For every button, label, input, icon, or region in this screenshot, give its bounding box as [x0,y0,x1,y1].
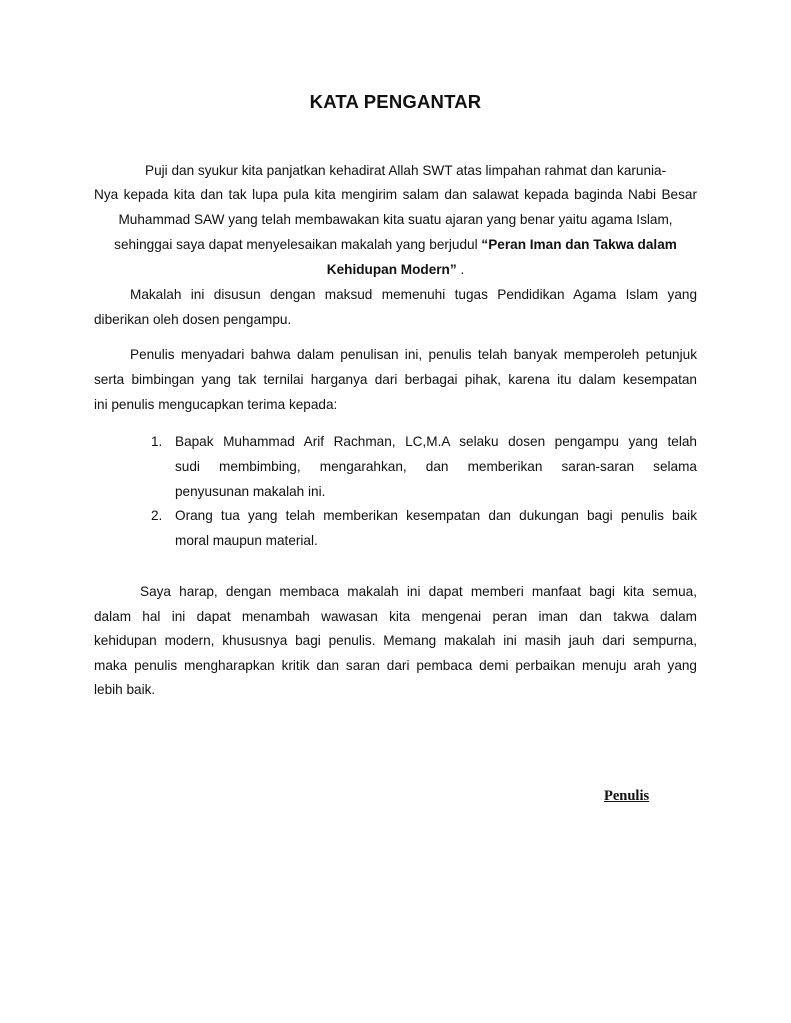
p3-line-3: ini penulis mengucapkan terima kepada: [94,397,338,412]
p1-line-4-text: sehinggai saya dapat menyelesaikan makalah yang berjudul [114,237,482,252]
p1-line-5 [94,262,697,277]
p4-line-1: Saya harap, dengan membaca makalah ini dapat memberi manfaat bagi kita semua, [140,584,697,599]
list-number-1: 1. [151,434,163,449]
p3-line-2: serta bimbingan yang tak ternilai harganya dari berbagai pihak, karena itu dalam kesempatan [94,372,697,387]
p1-line-2: Nya kepada kita dan tak lupa pula kita mengirim salam dan salawat kepada baginda Nabi Besar [94,187,697,202]
p2-line-2: diberikan oleh dosen pengampu. [94,312,292,327]
p1-line-1: Puji dan syukur kita panjatkan kehadirat Allah SWT atas limpahan rahmat dan karunia- [145,163,667,178]
p4-line-3: kehidupan modern, khususnya bagi penulis. Memang makalah ini masih jauh dari sempurna, [94,633,697,648]
list-item-1-line-1: Bapak Muhammad Arif Rachman, LC,M.A selaku dosen pengampu yang telah [175,434,697,449]
paper-title-part1: “Peran Iman dan Takwa dalam [481,237,677,252]
p1-end-punct: . [456,262,465,277]
list-number-2: 2. [151,508,163,523]
list-item-2-line-2: moral maupun material. [175,533,318,548]
list-item-1-line-2: sudi membimbing, mengarahkan, dan memberikan saran-saran selama [175,459,697,474]
signature: Penulis [604,788,650,804]
page-title: KATA PENGANTAR [309,91,482,112]
p1-line-4 [94,237,697,252]
p4-line-4: maka penulis mengharapkan kritik dan saran dari pembaca demi perbaikan menuju arah yang [94,658,697,673]
p3-line-1: Penulis menyadari bahwa dalam penulisan ini, penulis telah banyak memperoleh petunjuk [130,347,697,362]
paper-title-part2: Kehidupan Modern” [326,262,457,277]
p4-line-5: lebih baik. [94,682,156,697]
p1-line-3: Muhammad SAW yang telah membawakan kita suatu ajaran yang benar yaitu agama Islam, [118,212,673,227]
p2-line-1: Makalah ini disusun dengan maksud memenuhi tugas Pendidikan Agama Islam yang [130,287,697,302]
list-item-2-line-1: Orang tua yang telah memberikan kesempatan dan dukungan bagi penulis baik [175,508,697,523]
list-item-1-line-3: penyusunan makalah ini. [175,484,326,499]
p4-line-2: dalam hal ini dapat menambah wawasan kita mengenai peran iman dan takwa dalam [94,609,697,624]
